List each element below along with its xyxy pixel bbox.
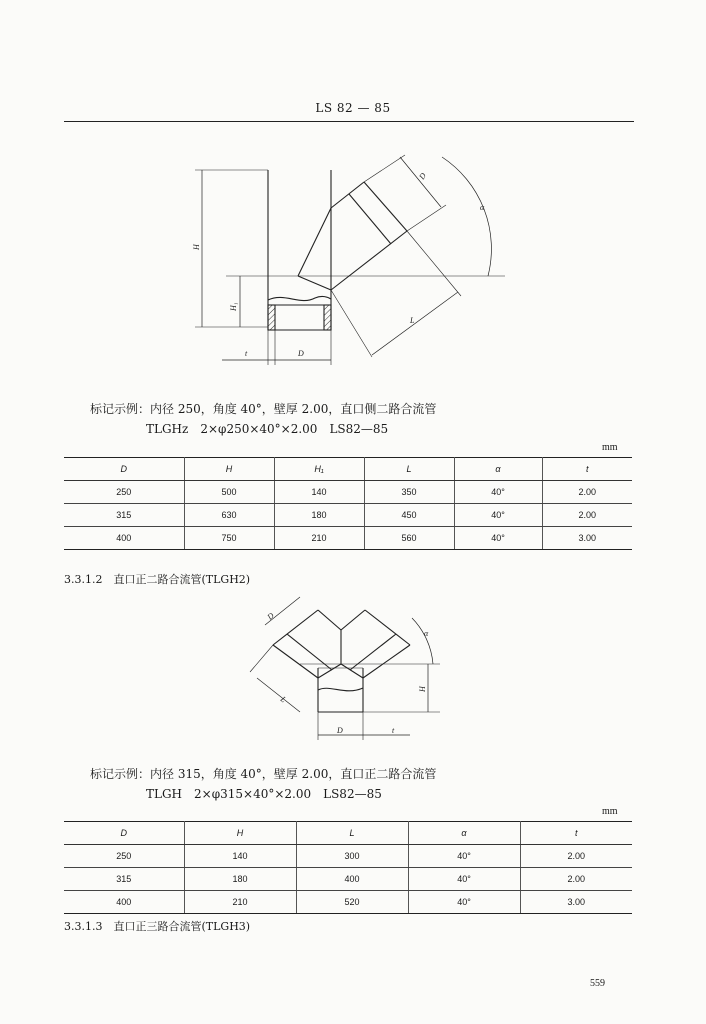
label-D-bottom: D — [337, 726, 343, 735]
table-row — [64, 481, 632, 504]
header-rule — [64, 121, 634, 122]
marking-example-2: 标记示例：内径 315，角度 40°，壁厚 2.00，直口正二路合流管 — [90, 767, 437, 781]
table-cell: 400 — [64, 527, 184, 550]
col-header-H: H — [184, 822, 296, 845]
unit-label-1: mm — [602, 442, 618, 453]
table-cell: 210 — [274, 527, 364, 550]
table-cell: 400 — [296, 868, 408, 891]
table-cell: 40° — [408, 891, 520, 914]
table-cell: 630 — [184, 504, 274, 527]
table-header-row — [64, 822, 632, 845]
col-header-D: D — [64, 458, 184, 481]
table-cell: 180 — [184, 868, 296, 891]
table-cell: 180 — [274, 504, 364, 527]
spec-table-2 — [64, 821, 632, 914]
table-cell: 750 — [184, 527, 274, 550]
table-cell: 2.00 — [520, 868, 632, 891]
label-L: L — [410, 316, 415, 325]
table-cell: 400 — [64, 891, 184, 914]
table-cell: 2.00 — [542, 481, 632, 504]
table-cell: 315 — [64, 504, 184, 527]
table-cell: 40° — [408, 868, 520, 891]
label-H: H — [418, 686, 427, 692]
col-header-H: H — [184, 458, 274, 481]
table-cell: 140 — [184, 845, 296, 868]
section-title-3-3-1-2: 3.3.1.2 直口正二路合流管(TLGH2) — [64, 573, 251, 586]
label-t: t — [245, 349, 248, 358]
table-row — [64, 527, 632, 550]
col-header-L: L — [296, 822, 408, 845]
table-cell: 40° — [454, 504, 542, 527]
spec-table-1 — [64, 457, 632, 550]
figure-symmetric-two-way-pipe — [240, 592, 460, 750]
col-header-alpha: α — [454, 458, 542, 481]
table-row — [64, 845, 632, 868]
table-cell: 2.00 — [520, 845, 632, 868]
label-L: L — [278, 694, 288, 705]
table-row — [64, 868, 632, 891]
col-header-alpha: α — [408, 822, 520, 845]
col-header-D: D — [64, 822, 184, 845]
col-header-L: L — [364, 458, 454, 481]
table-cell: 250 — [64, 845, 184, 868]
table-cell: 140 — [274, 481, 364, 504]
label-D-top: D — [417, 171, 428, 182]
col-header-t: t — [542, 458, 632, 481]
col-header-t: t — [520, 822, 632, 845]
unit-label-2: mm — [602, 806, 618, 817]
label-alpha: α — [424, 629, 429, 638]
marking-code-2: TLGH 2×φ315×40°×2.00 LS82—85 — [146, 787, 382, 801]
section-title-3-3-1-3: 3.3.1.3 直口正三路合流管(TLGH3) — [64, 920, 251, 933]
col-header-H1: H₁ — [274, 458, 364, 481]
table-cell: 315 — [64, 868, 184, 891]
figure-side-branch-pipe — [180, 150, 520, 370]
label-t: t — [392, 726, 395, 735]
table-cell: 3.00 — [520, 891, 632, 914]
table-cell: 250 — [64, 481, 184, 504]
table-cell: 350 — [364, 481, 454, 504]
marking-code-1: TLGHz 2×φ250×40°×2.00 LS82—85 — [146, 422, 389, 436]
table-cell: 210 — [184, 891, 296, 914]
document-code: LS 82 — 85 — [315, 101, 391, 115]
label-alpha: α — [480, 203, 485, 212]
table-cell: 450 — [364, 504, 454, 527]
marking-example-1: 标记示例：内径 250，角度 40°，壁厚 2.00，直口侧二路合流管 — [90, 402, 437, 416]
label-H1: H₁ — [229, 302, 238, 311]
table-cell: 3.00 — [542, 527, 632, 550]
table-cell: 40° — [408, 845, 520, 868]
label-H: H — [192, 244, 201, 250]
label-D-left: D — [265, 610, 276, 622]
table-row — [64, 891, 632, 914]
table-row — [64, 504, 632, 527]
table-cell: 520 — [296, 891, 408, 914]
table-cell: 560 — [364, 527, 454, 550]
table-header-row — [64, 458, 632, 481]
label-D-bottom: D — [298, 349, 304, 358]
table-cell: 300 — [296, 845, 408, 868]
table-cell: 500 — [184, 481, 274, 504]
table-cell: 40° — [454, 481, 542, 504]
table-cell: 40° — [454, 527, 542, 550]
table-cell: 2.00 — [542, 504, 632, 527]
page-number: 559 — [590, 978, 605, 989]
